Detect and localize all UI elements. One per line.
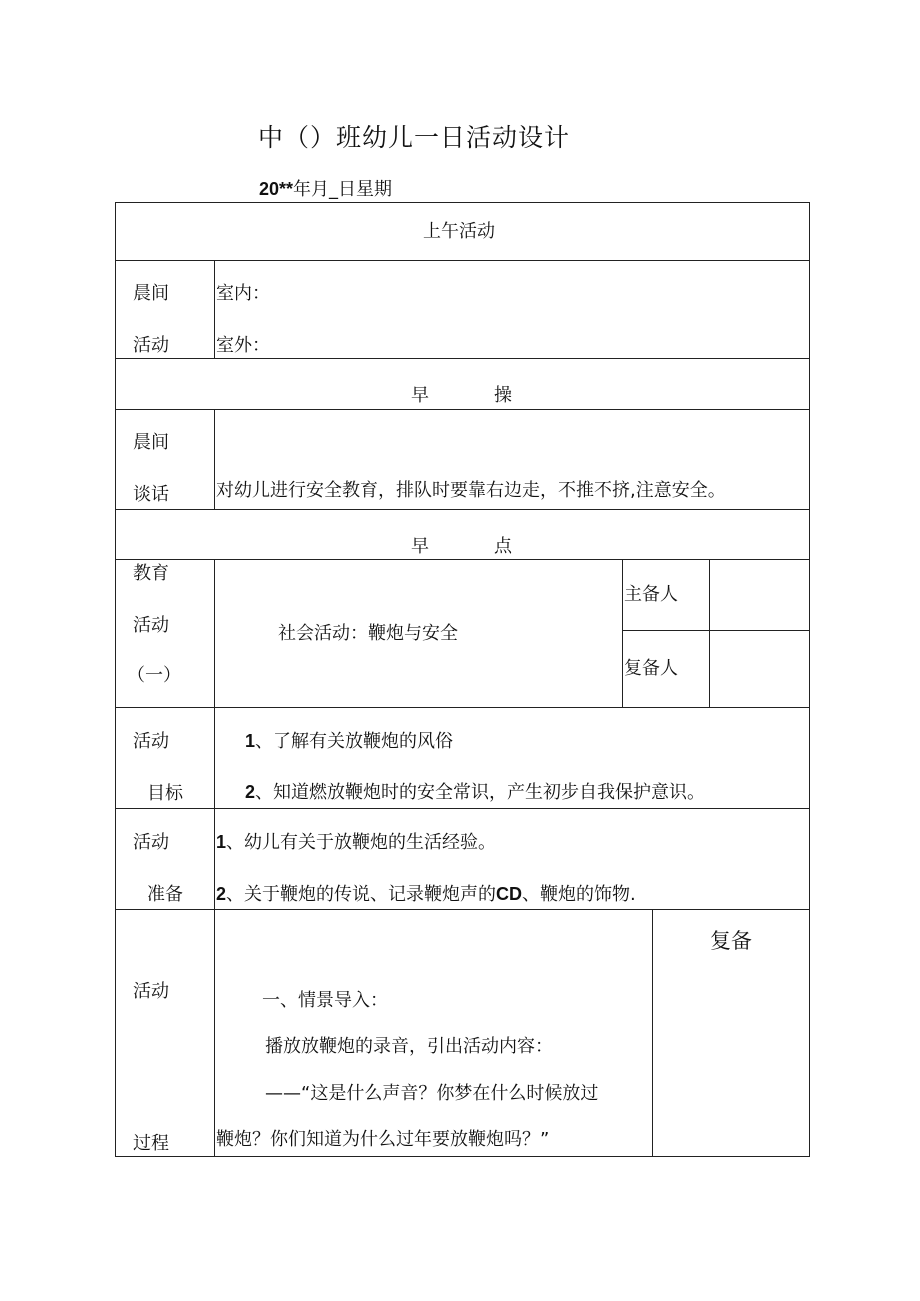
outdoor-label: 室外： [216,335,270,356]
process-label-1: 活动 [133,981,169,1002]
preparation-label-2: 准备 [147,884,183,905]
morning-talk-content: 对幼儿进行安全教育，排队时要靠右边走，不推不挤,注意安全。 [216,480,726,501]
exercise-char-2: 操 [494,385,512,406]
morning-talk-label-2: 谈话 [133,484,169,505]
education-label-3: （一） [127,665,181,686]
goal-number: 2 [245,782,256,802]
education-topic: 社会活动：鞭炮与安全 [278,623,458,644]
process-line: 一、情景导入： [262,990,388,1011]
document-title: 中（）班幼儿一日活动设计 [258,123,571,152]
preparation-label-1: 活动 [133,832,169,853]
snack-char-1: 早 [411,536,429,557]
preparation-number: 1 [216,832,227,852]
exercise-char-1: 早 [411,385,429,406]
date-text: 年月_日星期 [293,179,393,200]
process-line: 鞭炮？你们知道为什么过年要放鞭炮吗？” [216,1129,550,1150]
preparation-text: 、幼儿有关于放鞭炮的生活经验。 [226,832,497,853]
review-header: 复备 [710,929,752,953]
goal-item [245,730,453,753]
preparation-item [216,883,636,906]
morning-activity-header: 上午活动 [423,221,495,242]
snack-char-2: 点 [494,536,512,557]
goal-number: 1 [245,731,256,751]
preparation-text: 、关于鞭炮的传说、记录鞭炮声的 [226,884,497,905]
preparation-text: 、鞭炮的饰物. [522,884,636,905]
preparation-number: 2 [216,884,227,904]
cd-label: CD [496,884,523,904]
process-label-2: 过程 [133,1133,169,1154]
indoor-label: 室内： [216,283,270,304]
morning-talk-label-1: 晨间 [133,432,169,453]
morning-activity-label-1: 晨间 [133,283,169,304]
main-preparer-label: 主备人 [624,584,678,605]
process-line: 播放放鞭炮的录音，引出活动内容： [265,1036,553,1057]
goal-text: 、知道燃放鞭炮时的安全常识，产生初步自我保护意识。 [255,782,706,803]
date-line [259,175,392,201]
morning-activity-label-2: 活动 [133,335,169,356]
education-label-2: 活动 [133,615,169,636]
preparation-item [216,831,496,854]
goal-item [245,781,705,804]
goals-label-1: 活动 [133,731,169,752]
process-line: ——“这是什么声音？你梦在什么时候放过 [265,1083,599,1104]
goal-text: 、了解有关放鞭炮的风俗 [255,731,454,752]
education-label-1: 教育 [133,563,169,584]
year-prefix: 20** [259,179,294,199]
co-preparer-label: 复备人 [624,658,678,679]
goals-label-2: 目标 [147,783,183,804]
